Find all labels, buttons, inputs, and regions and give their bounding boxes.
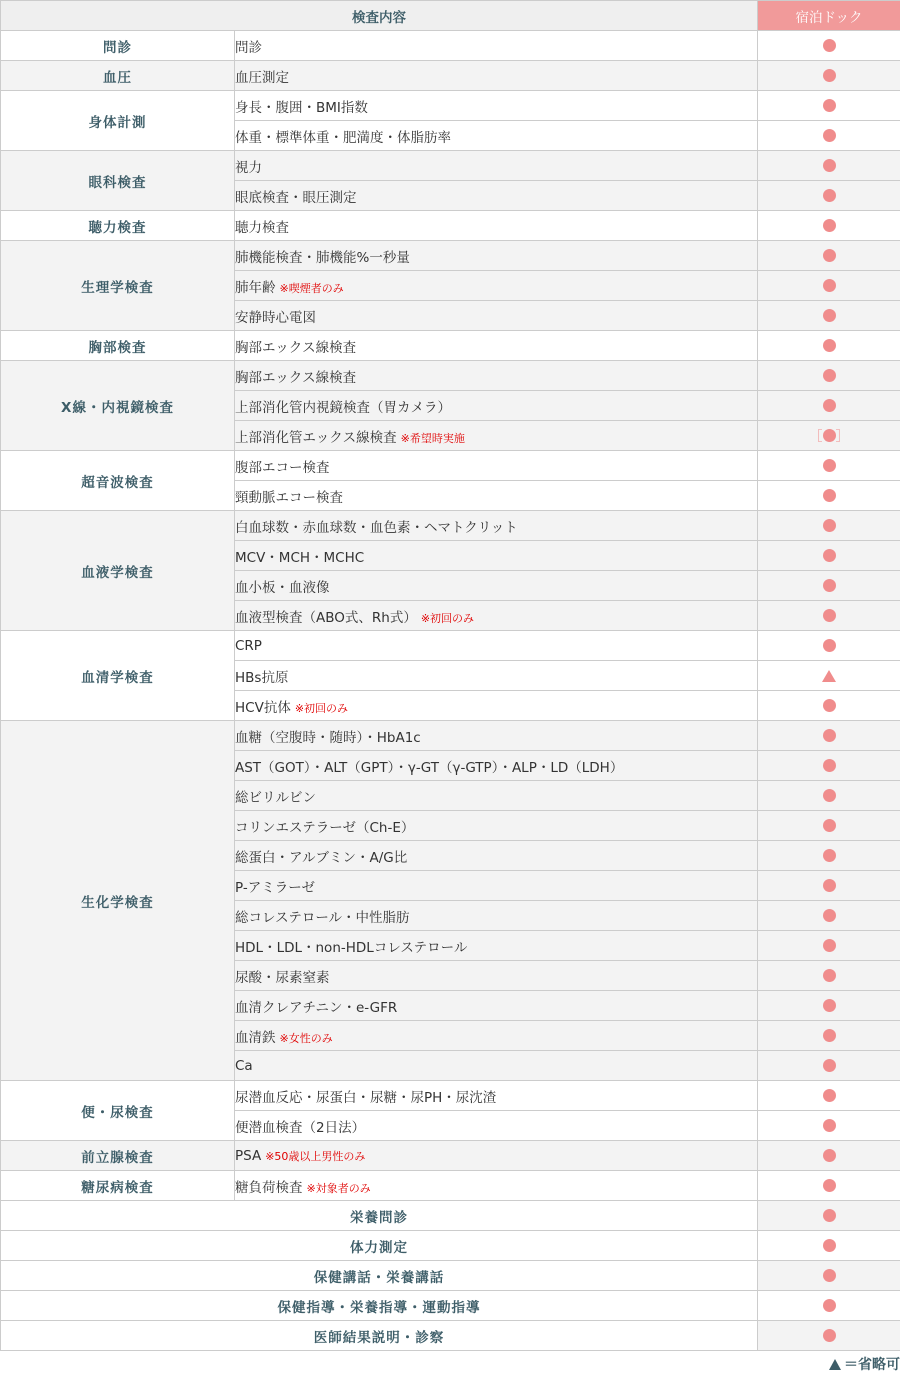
table-row <box>1 211 900 241</box>
circle-mark-icon <box>823 1089 836 1102</box>
item-cell <box>235 61 758 91</box>
item-text: 身長・腹囲・BMI指数 <box>235 99 368 116</box>
item-text: 肺機能検査・肺機能%一秒量 <box>235 249 410 266</box>
item-cell <box>235 121 758 151</box>
category-cell: 生理学検査 <box>1 241 235 331</box>
item-cell <box>235 601 758 631</box>
circle-mark-icon <box>823 1059 836 1072</box>
circle-mark-icon <box>823 189 836 202</box>
mark-cell <box>758 241 900 271</box>
item-cell <box>235 1111 758 1141</box>
category-cell: 超音波検査 <box>1 451 235 511</box>
item-text: 白血球数・赤血球数・血色素・ヘマトクリット <box>235 519 518 536</box>
mark-cell <box>758 511 900 541</box>
circle-mark-icon <box>823 1329 836 1342</box>
item-cell <box>235 1171 758 1201</box>
mark-cell <box>758 421 900 451</box>
item-note: ※初回のみ <box>294 701 349 715</box>
table-row <box>1 631 900 661</box>
triangle-mark-icon <box>822 670 836 682</box>
item-cell <box>235 901 758 931</box>
item-text: 総ビリルビン <box>235 789 316 806</box>
item-cell <box>235 1021 758 1051</box>
category-cell: 聴力検査 <box>1 211 235 241</box>
mark-cell <box>758 1231 900 1261</box>
circle-mark-icon <box>823 1299 836 1312</box>
item-text: 糖負荷検査 <box>235 1179 303 1196</box>
item-text: P-アミラーゼ <box>235 879 315 896</box>
item-text: HDL・LDL・non-HDLコレステロール <box>235 939 468 956</box>
circle-mark-icon <box>823 399 836 412</box>
triangle-icon <box>829 1359 841 1370</box>
mark-cell <box>758 721 900 751</box>
item-text: 上部消化管内視鏡検査（胃カメラ） <box>235 399 451 416</box>
circle-mark-icon <box>823 279 836 292</box>
mark-cell <box>758 181 900 211</box>
mark-cell <box>758 1111 900 1141</box>
table-row <box>1 361 900 391</box>
circle-mark-icon <box>823 1269 836 1282</box>
circle-mark-icon <box>823 1239 836 1252</box>
item-text: 胸部エックス線検査 <box>235 339 357 356</box>
category-cell: X線・内視鏡検査 <box>1 361 235 451</box>
item-cell <box>235 151 758 181</box>
circle-mark-icon <box>823 129 836 142</box>
mark-cell <box>758 901 900 931</box>
item-cell <box>235 181 758 211</box>
item-cell <box>235 391 758 421</box>
circle-mark-icon <box>823 1029 836 1042</box>
item-cell <box>235 211 758 241</box>
table-row <box>1 91 900 121</box>
item-cell <box>235 481 758 511</box>
category-cell: 身体計測 <box>1 91 235 151</box>
mark-cell <box>758 1081 900 1111</box>
item-text: 尿酸・尿素窒素 <box>235 969 330 986</box>
item-text: HBs抗原 <box>235 669 289 686</box>
legend <box>0 1351 900 1374</box>
mark-cell <box>758 1021 900 1051</box>
item-cell <box>235 751 758 781</box>
circle-mark-icon <box>823 1209 836 1222</box>
item-cell <box>235 241 758 271</box>
circle-mark-icon <box>823 549 836 562</box>
item-text: 頸動脈エコー検査 <box>235 489 343 506</box>
mark-cell <box>758 361 900 391</box>
item-text: 上部消化管エックス線検査 <box>235 429 397 446</box>
mark-cell <box>758 841 900 871</box>
table-row <box>1 331 900 361</box>
mark-cell <box>758 91 900 121</box>
item-cell <box>235 361 758 391</box>
circle-mark-icon <box>823 519 836 532</box>
mark-cell <box>758 601 900 631</box>
mark-cell <box>758 991 900 1021</box>
category-cell: 問診 <box>1 31 235 61</box>
full-width-item: 栄養問診 <box>1 1201 758 1231</box>
circle-mark-icon <box>823 819 836 832</box>
circle-mark-icon <box>823 909 836 922</box>
item-cell <box>235 811 758 841</box>
circle-mark-icon <box>823 939 836 952</box>
table-row <box>1 511 900 541</box>
item-note: ※希望時実施 <box>400 431 465 445</box>
mark-cell <box>758 871 900 901</box>
mark-cell <box>758 1171 900 1201</box>
item-cell <box>235 1051 758 1081</box>
circle-mark-icon <box>823 159 836 172</box>
full-width-item: 医師結果説明・診察 <box>1 1321 758 1351</box>
category-cell: 便・尿検査 <box>1 1081 235 1141</box>
mark-cell <box>758 1141 900 1171</box>
category-cell: 生化学検査 <box>1 721 235 1081</box>
item-cell <box>235 451 758 481</box>
item-cell <box>235 961 758 991</box>
legend-text: ＝省略可 <box>844 1357 900 1373</box>
item-cell <box>235 661 758 691</box>
item-text: 血液型検査（ABO式、Rh式） <box>235 609 417 626</box>
item-cell <box>235 631 758 661</box>
item-text: 腹部エコー検査 <box>235 459 330 476</box>
category-cell: 胸部検査 <box>1 331 235 361</box>
item-text: 尿潜血反応・尿蛋白・尿糖・尿PH・尿沈渣 <box>235 1089 497 1106</box>
circle-mark-icon <box>823 789 836 802</box>
category-cell: 血液学検査 <box>1 511 235 631</box>
table-row <box>1 1081 900 1111</box>
table-header-row <box>1 1 900 31</box>
circle-mark-icon <box>823 249 836 262</box>
item-text: 視力 <box>235 159 262 176</box>
mark-cell <box>758 691 900 721</box>
circle-mark-icon <box>823 879 836 892</box>
category-cell: 前立腺検査 <box>1 1141 235 1171</box>
mark-cell <box>758 1291 900 1321</box>
circle-mark-icon <box>823 579 836 592</box>
mark-cell <box>758 271 900 301</box>
header-content: 検査内容 <box>1 1 758 31</box>
circle-mark-icon <box>823 969 836 982</box>
circle-mark-icon <box>823 849 836 862</box>
item-text: Ca <box>235 1057 253 1074</box>
item-cell <box>235 1081 758 1111</box>
mark-cell <box>758 121 900 151</box>
item-text: 胸部エックス線検査 <box>235 369 357 386</box>
table-row <box>1 241 900 271</box>
table-row <box>1 451 900 481</box>
item-text: HCV抗体 <box>235 699 291 716</box>
full-width-item: 保健指導・栄養指導・運動指導 <box>1 1291 758 1321</box>
table-row <box>1 1141 900 1171</box>
item-cell <box>235 871 758 901</box>
circle-mark-icon <box>823 339 836 352</box>
mark-cell <box>758 301 900 331</box>
mark-cell <box>758 211 900 241</box>
item-text: AST（GOT）・ALT（GPT）・γ-GT（γ-GTP）・ALP・LD（LDH） <box>235 759 624 776</box>
item-text: 血小板・血液像 <box>235 579 330 596</box>
mark-cell <box>758 31 900 61</box>
item-text: 総蛋白・アルブミン・A/G比 <box>235 849 408 866</box>
mark-cell <box>758 541 900 571</box>
mark-cell <box>758 811 900 841</box>
table-row <box>1 61 900 91</box>
table-body <box>1 31 900 1351</box>
item-text: 血清クレアチニン・e-GFR <box>235 999 398 1016</box>
mark-cell <box>758 331 900 361</box>
mark-cell <box>758 1261 900 1291</box>
mark-cell <box>758 961 900 991</box>
item-cell <box>235 991 758 1021</box>
item-text: 肺年齢 <box>235 279 276 296</box>
circle-mark-icon <box>823 999 836 1012</box>
mark-cell <box>758 661 900 691</box>
circle-mark-icon <box>823 1149 836 1162</box>
circle-mark-icon <box>823 459 836 472</box>
circle-mark-icon <box>823 429 836 442</box>
item-cell <box>235 271 758 301</box>
full-width-item: 保健講話・栄養講話 <box>1 1261 758 1291</box>
item-text: 体重・標準体重・肥満度・体脂肪率 <box>235 129 451 146</box>
circle-mark-icon <box>823 219 836 232</box>
item-cell <box>235 781 758 811</box>
item-text: 問診 <box>235 39 262 56</box>
table-row <box>1 31 900 61</box>
mark-cell <box>758 481 900 511</box>
item-text: 便潜血検査（2日法） <box>235 1119 366 1136</box>
circle-mark-icon <box>823 639 836 652</box>
item-cell <box>235 301 758 331</box>
table-row <box>1 1171 900 1201</box>
table-row <box>1 1291 900 1321</box>
circle-mark-icon <box>823 369 836 382</box>
table-row <box>1 721 900 751</box>
item-cell <box>235 541 758 571</box>
circle-mark-icon <box>823 99 836 112</box>
circle-mark-icon <box>823 489 836 502</box>
mark-cell <box>758 391 900 421</box>
item-cell <box>235 931 758 961</box>
item-text: PSA <box>235 1147 262 1164</box>
item-note: ※初回のみ <box>420 611 475 625</box>
circle-mark-icon <box>823 759 836 772</box>
mark-cell <box>758 451 900 481</box>
table-row <box>1 1231 900 1261</box>
full-width-item: 体力測定 <box>1 1231 758 1261</box>
bracket-close: ］ <box>835 428 850 445</box>
item-cell <box>235 421 758 451</box>
item-text: 血清鉄 <box>235 1029 276 1046</box>
mark-cell <box>758 1051 900 1081</box>
circle-mark-icon <box>823 309 836 322</box>
mark-cell <box>758 571 900 601</box>
table-row <box>1 151 900 181</box>
item-cell <box>235 721 758 751</box>
item-note: ※女性のみ <box>279 1031 333 1045</box>
circle-mark-icon <box>823 1179 836 1192</box>
header-dock-column: 宿泊ドック <box>758 1 900 31</box>
mark-cell <box>758 631 900 661</box>
item-cell <box>235 31 758 61</box>
item-text: 安静時心電図 <box>235 309 316 326</box>
item-text: 総コレステロール・中性脂肪 <box>235 909 410 926</box>
item-text: 聴力検査 <box>235 219 289 236</box>
table-row <box>1 1201 900 1231</box>
circle-mark-icon <box>823 1119 836 1132</box>
mark-cell <box>758 931 900 961</box>
circle-mark-icon <box>823 699 836 712</box>
mark-cell <box>758 781 900 811</box>
item-cell <box>235 1141 758 1171</box>
item-text: MCV・MCH・MCHC <box>235 549 365 566</box>
item-text: コリンエステラーゼ（Ch-E） <box>235 819 415 836</box>
item-cell <box>235 691 758 721</box>
item-note: ※50歳以上男性のみ <box>265 1149 366 1163</box>
item-cell <box>235 571 758 601</box>
item-cell <box>235 841 758 871</box>
circle-mark-icon <box>823 39 836 52</box>
category-cell: 血圧 <box>1 61 235 91</box>
item-cell <box>235 91 758 121</box>
table-row <box>1 1261 900 1291</box>
item-text: CRP <box>235 637 262 654</box>
bracket-open: ［ <box>808 428 823 445</box>
table-row <box>1 1321 900 1351</box>
item-text: 血圧測定 <box>235 69 289 86</box>
mark-cell <box>758 61 900 91</box>
item-text: 眼底検査・眼圧測定 <box>235 189 357 206</box>
category-cell: 眼科検査 <box>1 151 235 211</box>
item-note: ※喫煙者のみ <box>279 281 344 295</box>
mark-cell <box>758 151 900 181</box>
circle-mark-icon <box>823 729 836 742</box>
item-cell <box>235 511 758 541</box>
circle-mark-icon <box>823 69 836 82</box>
category-cell: 糖尿病検査 <box>1 1171 235 1201</box>
mark-cell <box>758 1321 900 1351</box>
item-note: ※対象者のみ <box>306 1181 371 1195</box>
category-cell: 血清学検査 <box>1 631 235 721</box>
circle-mark-icon <box>823 609 836 622</box>
item-cell <box>235 331 758 361</box>
mark-cell <box>758 1201 900 1231</box>
item-text: 血糖（空腹時・随時）・HbA1c <box>235 729 421 746</box>
mark-cell <box>758 751 900 781</box>
